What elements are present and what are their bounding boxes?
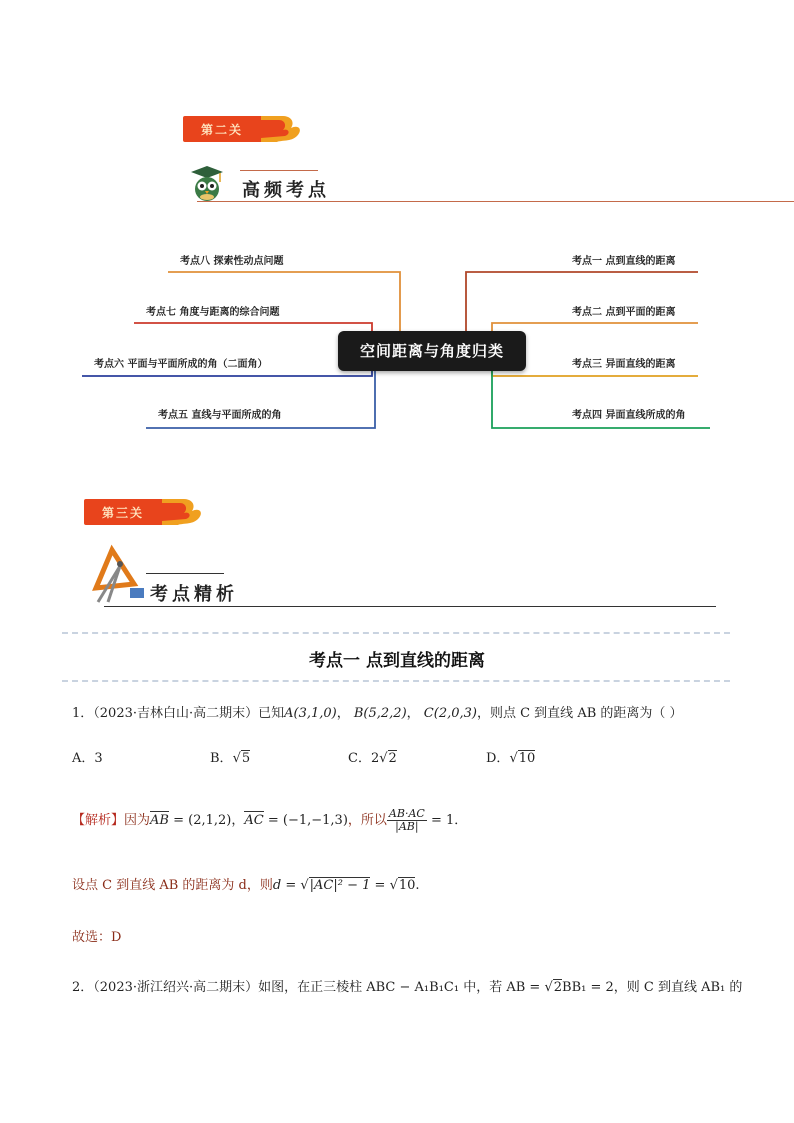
mindmap-node-right-2: 考点二 点到平面的距离 — [572, 307, 676, 318]
vector-ab: AB — [150, 813, 169, 828]
ribbon-tail-icon — [162, 499, 204, 525]
mindmap-node-left-3: 考点六 平面与平面所成的角（二面角） — [94, 359, 268, 370]
question-1-stem: 1．（2023·吉林白山·高二期末）已知A(3,1,0)， B(5,2,2)， C(2,0,3)，则点 C 到直线 AB 的距离为（ ） — [72, 706, 683, 721]
mindmap-center-node — [338, 331, 526, 371]
option-c: C．2√2 — [348, 751, 397, 766]
distance-radicand: |AC|² − 1 — [309, 878, 371, 893]
section-ribbon-label: 第二关 — [201, 123, 244, 137]
option-a-value: 3 — [94, 751, 103, 766]
point-b: B(5,2,2) — [353, 706, 407, 721]
section-ribbon-3 — [84, 499, 204, 525]
vector-ac: AC — [244, 813, 264, 828]
point-c: C(2,0,3) — [423, 706, 477, 721]
question-1-tail: ，则点 C 到直线 AB 的距离为（ ） — [476, 706, 683, 721]
question-2-tail: BB₁ = 2，则 C 到直线 AB₁ 的 — [562, 980, 743, 995]
option-c-coef: 2 — [370, 751, 380, 766]
mindmap-connectors — [0, 0, 794, 460]
mindmap-node-left-4: 考点五 直线与平面所成的角 — [158, 410, 282, 421]
mindmap-node-right-4: 考点四 异面直线所成的角 — [572, 410, 686, 421]
point-a: A(3,1,0) — [284, 706, 337, 721]
question-2-stem: 2．（2023·浙江绍兴·高二期末）如图，在正三棱柱 ABC − A₁B₁C₁ 中，若 AB = √2BB₁ = 2，则 C 到直线 AB₁ 的 — [72, 980, 743, 995]
solution-text-1: 因为 — [124, 813, 151, 828]
drafting-tools-icon — [90, 544, 148, 606]
distance-eq: = — [370, 878, 390, 893]
solution-text-2: ，所以 — [347, 813, 387, 828]
fraction-value: = 1 — [426, 813, 455, 828]
option-b-label: B． — [210, 751, 233, 766]
option-b: B．√5 — [210, 751, 251, 766]
solution-line-1: 【解析】因为AB = (2,1,2)，AC = (−1,−1,3)，所以 $\frac{AB\cdot AC}{|AB|}$ = 1． — [72, 807, 468, 833]
mindmap-node-left-2: 考点七 角度与距离的综合问题 — [146, 307, 280, 318]
divider-top — [62, 632, 730, 634]
solution-tag: 【解析】 — [72, 813, 125, 828]
section-ribbon-label: 第三关 — [102, 506, 145, 520]
distance-var: d = — [272, 878, 301, 893]
section-2-title: 高频考点 — [242, 180, 330, 201]
question-1-prefix: 1．（2023·吉林白山·高二期末）已知 — [72, 706, 285, 721]
option-c-value: 2 — [388, 751, 397, 766]
divider-bottom — [62, 680, 730, 682]
option-b-value: 5 — [241, 751, 251, 766]
option-d: D．√10 — [486, 751, 536, 766]
section-3-title: 考点精析 — [150, 584, 238, 605]
vector-ac-value: = (−1,−1,3) — [263, 813, 348, 828]
fraction-denominator: |AB| — [395, 820, 419, 833]
option-d-label: D． — [486, 751, 510, 766]
question-2-root: 2 — [553, 980, 563, 995]
section-3-underline-accent — [146, 573, 224, 574]
section-3-underline — [104, 606, 716, 607]
option-a — [72, 747, 103, 766]
mindmap-node-right-1: 考点一 点到直线的距离 — [572, 256, 676, 267]
distance-result: 10 — [398, 878, 416, 893]
mindmap-node-left-1: 考点八 探索性动点问题 — [180, 256, 284, 267]
option-a-label: A． — [72, 751, 95, 766]
answer-line: 故选：D — [72, 930, 122, 945]
mindmap-center-label: 空间距离与角度归类 — [359, 342, 504, 360]
solution-text-3: 设点 C 到直线 AB 的距离为 d，则 — [72, 878, 273, 893]
question-2-prefix: 2．（2023·浙江绍兴·高二期末）如图，在正三棱柱 ABC − A₁B₁C₁ 中，若 AB = — [72, 980, 545, 995]
vector-ab-value: = (2,1,2) — [168, 813, 232, 828]
option-c-label: C． — [348, 751, 371, 766]
option-d-value: 10 — [518, 751, 536, 766]
fraction-numerator: AB·AC — [388, 807, 425, 820]
topic-title: 考点一 点到直线的距离 — [309, 651, 485, 671]
projection-fraction — [387, 808, 427, 833]
solution-line-2: 设点 C 到直线 AB 的距离为 d，则d = √|AC|² − 1 = √10. — [72, 878, 420, 893]
mindmap-node-right-3: 考点三 异面直线的距离 — [572, 359, 676, 370]
